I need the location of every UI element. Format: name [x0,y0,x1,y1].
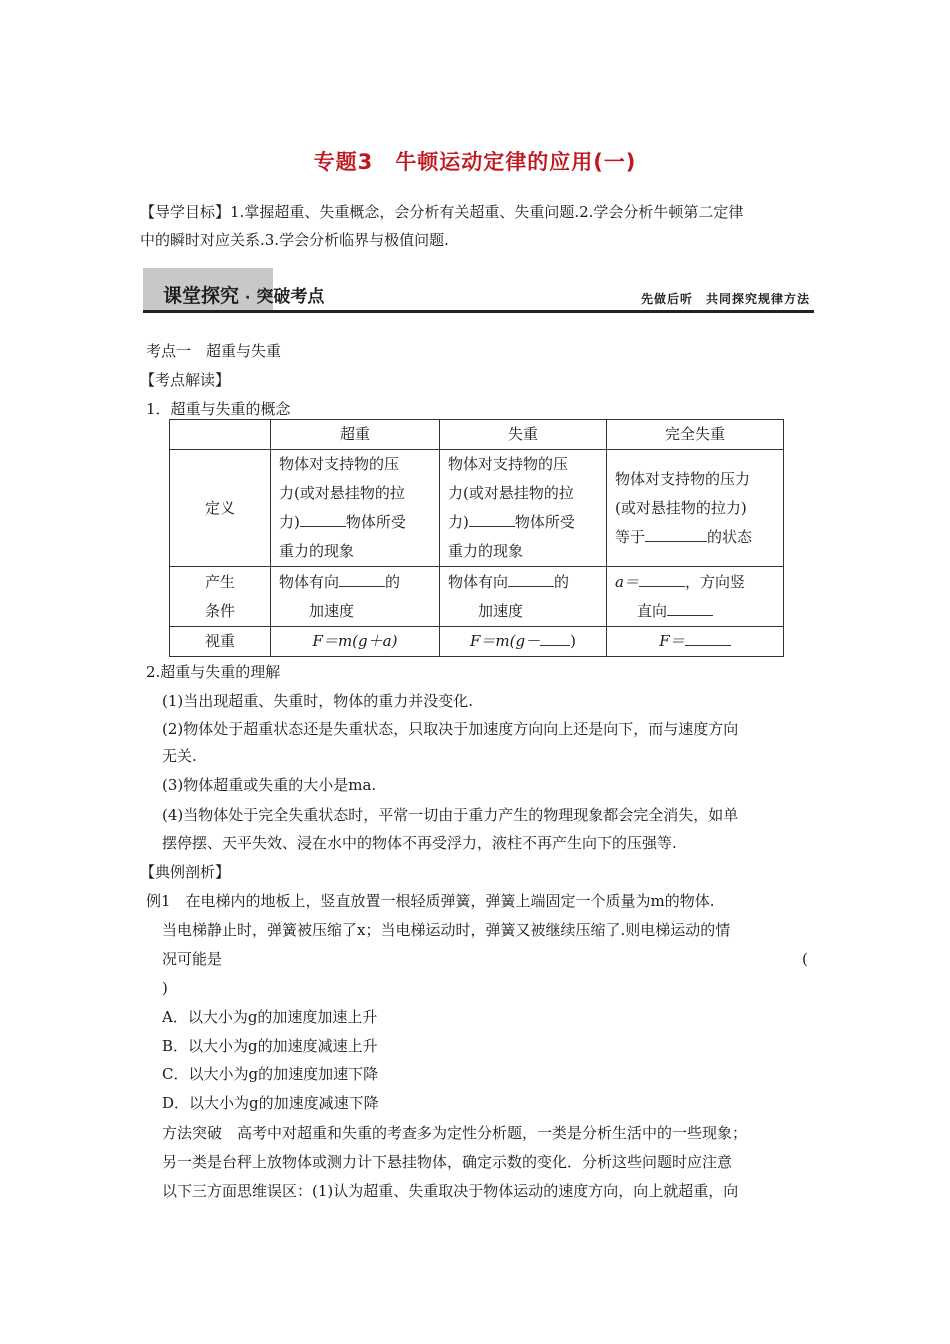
para-2b: 无关. [162,747,197,765]
section-banner [143,268,814,314]
text-part: 物体有向 [448,572,509,591]
jiedu-label: 【考点解读】 [140,371,231,389]
cell-cond-chaozhong [271,567,440,627]
text-part: 的 [554,572,570,591]
fill-blank [540,631,570,646]
text-line: 重力的现象 [448,542,524,560]
header-wanquan: 完全失重 [607,420,784,450]
fill-blank [645,527,707,542]
text-line: 物体对支持物的压 [279,455,400,473]
method-line-2: 另一类是台秤上放物体或测力计下悬挂物体，确定示数的变化．分析这些问题时应注意 [162,1153,733,1171]
cell-def-wanquan [607,450,784,567]
example-line-2: 当电梯静止时，弹簧被压缩了x；当电梯运动时，弹簧又被继续压缩了.则电梯运动的情 [162,921,731,939]
banner-slogan: 先做后听 共同探究规律方法 [640,292,810,306]
text-part: 力) [279,513,300,531]
cell-weight-wanquan [607,627,784,657]
example-line-3: 况可能是 [162,950,223,968]
table-row-definition [170,450,784,567]
text-line: 条件 [204,601,235,620]
goal-line-2: 中的瞬时对应关系.3.学会分析临界与极值问题. [140,231,449,249]
cell-cond-shizhong [440,567,607,627]
cell-def-shizhong [440,450,607,567]
text-line [448,568,598,597]
cell-weight-shizhong [440,627,607,657]
fill-blank [469,512,515,527]
option-a: A．以大小为g的加速度加速上升 [162,1008,378,1026]
text-part: ) [570,632,576,650]
text-line [615,523,775,552]
option-c: C．以大小为g的加速度加速下降 [162,1065,379,1083]
table-row-apparent-weight [170,627,784,657]
para-3: (3)物体超重或失重的大小是ma. [162,776,377,794]
text-part: F＝m(g－ [470,632,541,650]
fill-blank [339,572,385,587]
answer-paren-close: ) [162,979,168,997]
text-line [615,597,775,626]
fill-blank [508,572,554,587]
text-line: 加速度 [309,601,355,620]
text-line [279,508,431,537]
text-line [279,568,431,597]
text-part: 直向 [637,601,668,620]
answer-paren-open: ( [802,950,808,968]
banner-dot: · [245,290,251,306]
cell-cond-wanquan [607,567,784,627]
fill-blank [685,631,731,646]
text-line: 加速度 [478,601,524,620]
method-line-3: 以下三方面思维误区：(1)认为超重、失重取决于物体运动的速度方向，向上就超重，向 [162,1182,739,1200]
banner-main: 课堂探究 [163,285,240,307]
text-line: (或对悬挂物的拉力) [615,498,747,517]
text-line: 产生 [204,572,235,591]
text-part: a＝ [615,572,639,591]
banner-sub: 突破考点 [256,287,325,307]
para-2a: (2)物体处于超重状态还是失重状态，只取决于加速度方向向上还是向下，而与速度方向 [162,720,739,738]
item-1-heading: 1．超重与失重的概念 [146,400,291,418]
text-line: 力(或对悬挂物的拉 [448,484,574,502]
goal-line-1: 1.掌握超重、失重概念，会分析有关超重、失重问题.2.学会分析牛顿第二定律 [230,203,744,221]
text-part: ，方向竖 [684,572,745,591]
learning-goals [140,198,820,254]
para-4a: (4)当物体处于完全失重状态时，平常一切由于重力产生的物理现象都会完全消失，如单 [162,806,739,824]
example-heading: 【典例剖析】 [140,863,231,881]
text-part: 物体所受 [345,513,406,531]
text-part: 力) [448,513,469,531]
example-line-1: 例1 在电梯内的地板上，竖直放置一根轻质弹簧，弹簧上端固定一个质量为m的物体. [146,892,715,910]
table-row-condition [170,567,784,627]
table-header-row [170,420,784,450]
fill-blank [639,572,685,587]
page-title: 专题3 牛顿运动定律的应用(一) [313,150,637,174]
banner-rule [143,310,814,313]
text-part: 的 [385,572,401,591]
option-b: B．以大小为g的加速度减速上升 [162,1037,378,1055]
text-line: 物体对支持物的压 [448,455,569,473]
fill-blank [300,512,346,527]
header-shizhong: 失重 [440,420,607,450]
concept-table [169,419,784,657]
para-4b: 摆停摆、天平失效、浸在水中的物体不再受浮力，液柱不再产生向下的压强等. [162,834,677,852]
text-part: 物体所受 [514,513,575,531]
label-condition [170,567,271,627]
cell-def-chaozhong [271,450,440,567]
item-2-heading: 2.超重与失重的理解 [146,663,281,681]
banner-title [163,281,324,308]
option-d: D．以大小为g的加速度减速下降 [162,1094,379,1112]
text-line: 重力的现象 [279,542,355,560]
cell-weight-chaozhong: F＝m(g＋a) [271,627,440,657]
text-part: 物体有向 [279,572,340,591]
header-chaozhong: 超重 [271,420,440,450]
text-line: 物体对支持物的压力 [615,469,751,488]
method-line-1: 方法突破 高考中对超重和失重的考查多为定性分析题，一类是分析生活中的一些现象； [162,1124,748,1142]
text-line [615,568,775,597]
label-definition: 定义 [170,450,271,567]
fill-blank [667,601,713,616]
text-line [448,508,598,537]
text-line: 力(或对悬挂物的拉 [279,484,405,502]
para-1: (1)当出现超重、失重时，物体的重力并没变化. [162,692,474,710]
text-part: F＝ [659,632,685,650]
section-heading: 考点一 超重与失重 [146,342,282,360]
text-part: 等于 [615,527,646,546]
table-corner [170,420,271,450]
label-apparent-weight: 视重 [170,627,271,657]
goal-label: 【导学目标】 [140,203,231,221]
text-part: 的状态 [707,527,753,546]
